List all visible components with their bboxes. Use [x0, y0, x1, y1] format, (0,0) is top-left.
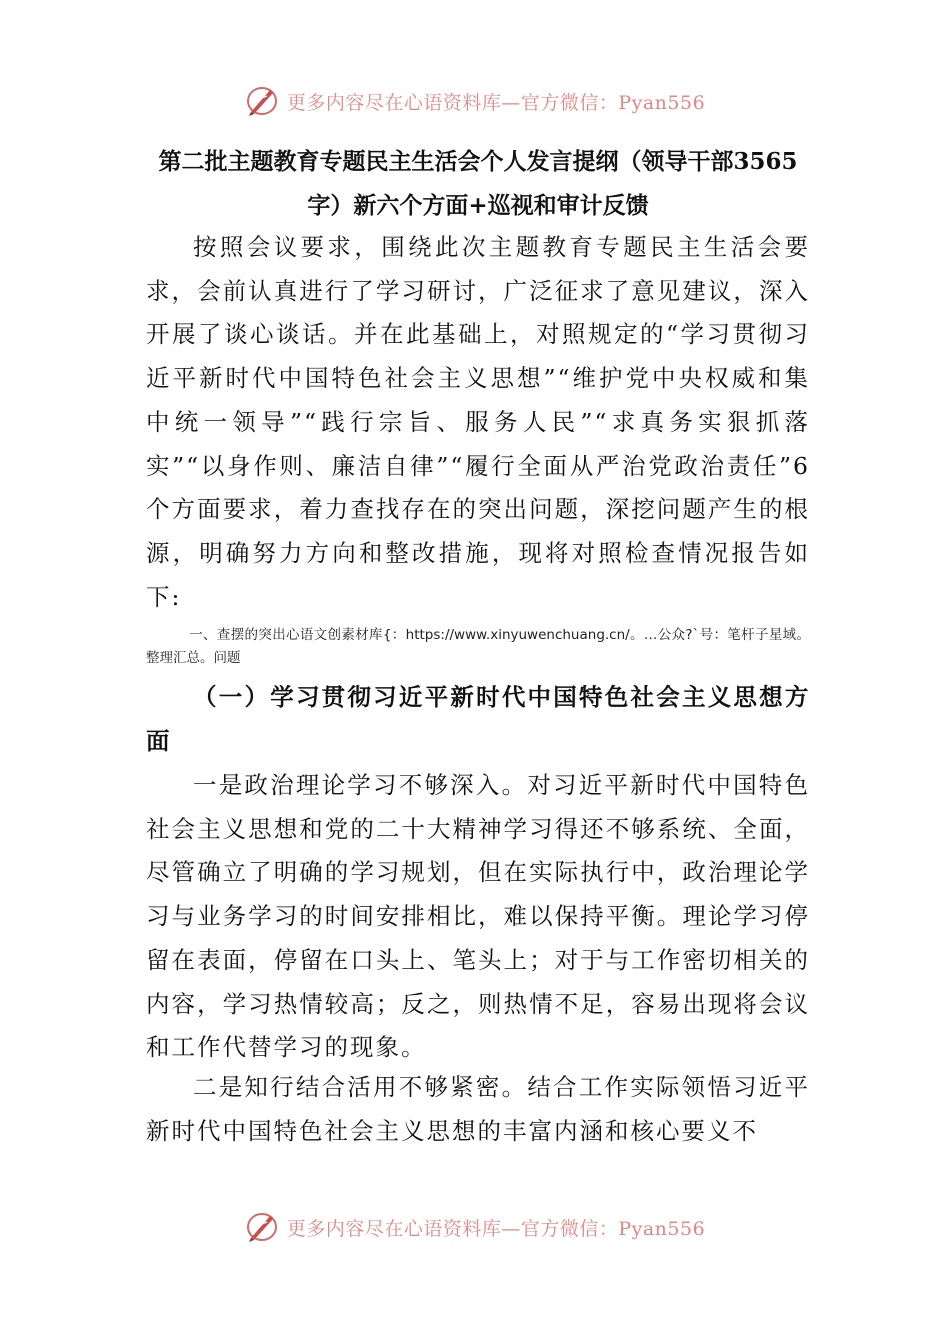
banner-text: 更多内容尽在心语资料库—官方微信：Pyan556 [286, 91, 706, 114]
intro-paragraph: 按照会议要求，围绕此次主题教育专题民主生活会要求，会前认真进行了学习研讨，广泛征求了意见建议，深入开展了谈心谈话。并在此基础上，对照规定的“学习贯彻习近平新时代中国特色社会主义思想”“维护党中央权威和集中统一领导”“践行宗旨、服务人民”“求真务实狠抓落实”“以身作则、廉洁自律”“履行全面从严治党政治责任”6个方面要求，着力查找存在的突出问题，深挖问题产生的根源，明确努力方向和整改措施，现将对照检查情况报告如下: [146, 233, 810, 611]
paragraph-two: 二是知行结合活用不够紧密。结合工作实际领悟习近平新时代中国特色社会主义思想的丰富内涵和核心要义不 [146, 1073, 810, 1145]
document-title: 第二批主题教育专题民主生活会个人发言提纲（领导干部3565字）新六个方面+巡视和审计反馈 [158, 148, 798, 219]
pen-logo-icon [245, 1210, 279, 1244]
section-heading: （一）学习贯彻习近平新时代中国特色社会主义思想方面 [146, 683, 810, 755]
header-banner [0, 84, 950, 118]
pen-logo-icon [245, 84, 279, 118]
source-note: 一、查摆的突出心语文创素材库{：https://www.xinyuwenchuang.cn/。…公众?`号：笔杆子星域。整理汇总。问题 [146, 627, 810, 666]
footer-banner [0, 1210, 950, 1244]
paragraph-one: 一是政治理论学习不够深入。对习近平新时代中国特色社会主义思想和党的二十大精神学习得还不够系统、全面，尽管确立了明确的学习规划，但在实际执行中，政治理论学习与业务学习的时间安排相比，难以保持平衡。理论学习停留在表面，停留在口头上、笔头上；对于与工作密切相关的内容，学习热情较高；反之，则热情不足，容易出现将会议和工作代替学习的现象。 [146, 771, 810, 1062]
banner-text: 更多内容尽在心语资料库—官方微信：Pyan556 [286, 1217, 706, 1240]
